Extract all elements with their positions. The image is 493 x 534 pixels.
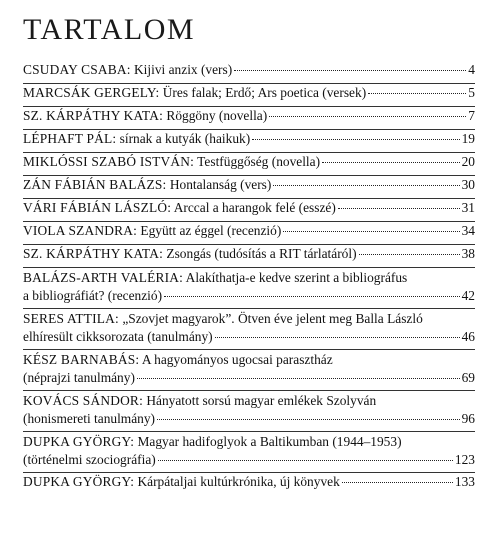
entry-page-number: 30 (461, 177, 475, 192)
entry-page-number: 42 (461, 288, 475, 303)
entry-title: Testfüggőség (novella) (197, 154, 321, 169)
entry-title: Kárpátaljai kultúrkrónika, új könyvek (137, 474, 340, 489)
entry-page-number: 31 (461, 200, 475, 215)
leader-dots (234, 69, 466, 71)
leader-dots (273, 184, 459, 186)
toc-entry (23, 267, 475, 308)
entry-page-number: 46 (461, 329, 475, 344)
leader-dots (359, 253, 460, 255)
toc-entry (23, 61, 475, 83)
entry-page-number: 20 (461, 154, 475, 169)
entry-title-continued: (honismereti tanulmány) (23, 411, 156, 426)
leader-dots (368, 92, 466, 94)
leader-dots (158, 459, 453, 461)
entry-title: Zsongás (tudósítás a RIT tárlatáról) (166, 246, 357, 261)
entry-author: VIOLA SZANDRA: (23, 223, 138, 238)
entry-title: „Szovjet magyarok”. Ötven éve jelent meg Balla László (122, 311, 423, 326)
entry-page-number: 4 (468, 62, 475, 77)
entry-page-number: 5 (468, 85, 475, 100)
leader-dots (338, 207, 460, 209)
entry-title: sírnak a kutyák (haikuk) (119, 131, 251, 146)
toc-entry (23, 198, 475, 221)
toc-entry (23, 83, 475, 106)
leader-dots (164, 295, 460, 297)
leader-dots (342, 481, 453, 483)
toc-list (23, 61, 475, 495)
toc-entry (23, 390, 475, 431)
leader-dots (137, 377, 460, 379)
toc-entry (23, 129, 475, 152)
entry-author: SZ. KÁRPÁTHY KATA: (23, 108, 164, 123)
leader-dots (269, 115, 466, 117)
entry-author: BALÁZS-ARTH VALÉRIA: (23, 270, 184, 285)
entry-title-continued: (történelmi szociográfia) (23, 452, 156, 467)
entry-title: A hagyományos ugocsai parasztház (141, 352, 333, 367)
page-title: TARTALOM (23, 13, 196, 46)
entry-page-number: 123 (454, 452, 475, 467)
entry-author: CSUDAY CSABA: (23, 62, 131, 77)
entry-author: DUPKA GYÖRGY: (23, 434, 135, 449)
entry-page-number: 34 (461, 223, 475, 238)
entry-title-continued: elhíresült cikksorozata (tanulmány) (23, 329, 213, 344)
entry-title: Magyar hadifoglyok a Baltikumban (1944–1953) (137, 434, 402, 449)
leader-dots (215, 336, 460, 338)
toc-entry (23, 221, 475, 244)
entry-author: KOVÁCS SÁNDOR: (23, 393, 143, 408)
entry-title: Hontalanság (vers) (169, 177, 272, 192)
toc-entry (23, 349, 475, 390)
entry-title: Kijivi anzix (vers) (134, 62, 233, 77)
entry-author: ZÁN FÁBIÁN BALÁZS: (23, 177, 167, 192)
entry-title: Arccal a harangok felé (esszé) (173, 200, 336, 215)
leader-dots (157, 418, 460, 420)
toc-entry (23, 106, 475, 129)
entry-author: KÉSZ BARNABÁS: (23, 352, 140, 367)
toc-entry (23, 472, 475, 495)
entry-author: VÁRI FÁBIÁN LÁSZLÓ: (23, 200, 172, 215)
entry-author: MARCSÁK GERGELY: (23, 85, 160, 100)
entry-page-number: 69 (461, 370, 475, 385)
entry-title: Hányatott sorsú magyar emlékek Szolyván (146, 393, 377, 408)
leader-dots (252, 138, 459, 140)
entry-page-number: 19 (461, 131, 475, 146)
toc-entry (23, 308, 475, 349)
entry-author: SZ. KÁRPÁTHY KATA: (23, 246, 164, 261)
entry-page-number: 133 (454, 474, 475, 489)
toc-entry (23, 431, 475, 472)
entry-page-number: 96 (461, 411, 475, 426)
entry-title: Röggöny (novella) (166, 108, 268, 123)
entry-author: MIKLÓSSI SZABÓ ISTVÁN: (23, 154, 195, 169)
entry-title: Alakíthatja-e kedve szerint a bibliográfus (185, 270, 408, 285)
leader-dots (322, 161, 460, 163)
toc-entry (23, 175, 475, 198)
toc-entry (23, 152, 475, 175)
entry-title-continued: a bibliográfiát? (recenzió) (23, 288, 163, 303)
leader-dots (283, 230, 459, 232)
entry-author: SERES ATTILA: (23, 311, 119, 326)
toc-entry (23, 244, 475, 267)
entry-title: Üres falak; Erdő; Ars poetica (versek) (162, 85, 367, 100)
entry-author: DUPKA GYÖRGY: (23, 474, 135, 489)
entry-author: LÉPHAFT PÁL: (23, 131, 117, 146)
entry-page-number: 7 (468, 108, 475, 123)
entry-title-continued: (néprajzi tanulmány) (23, 370, 135, 385)
entry-title: Együtt az éggel (recenzió) (140, 223, 282, 238)
entry-page-number: 38 (461, 246, 475, 261)
